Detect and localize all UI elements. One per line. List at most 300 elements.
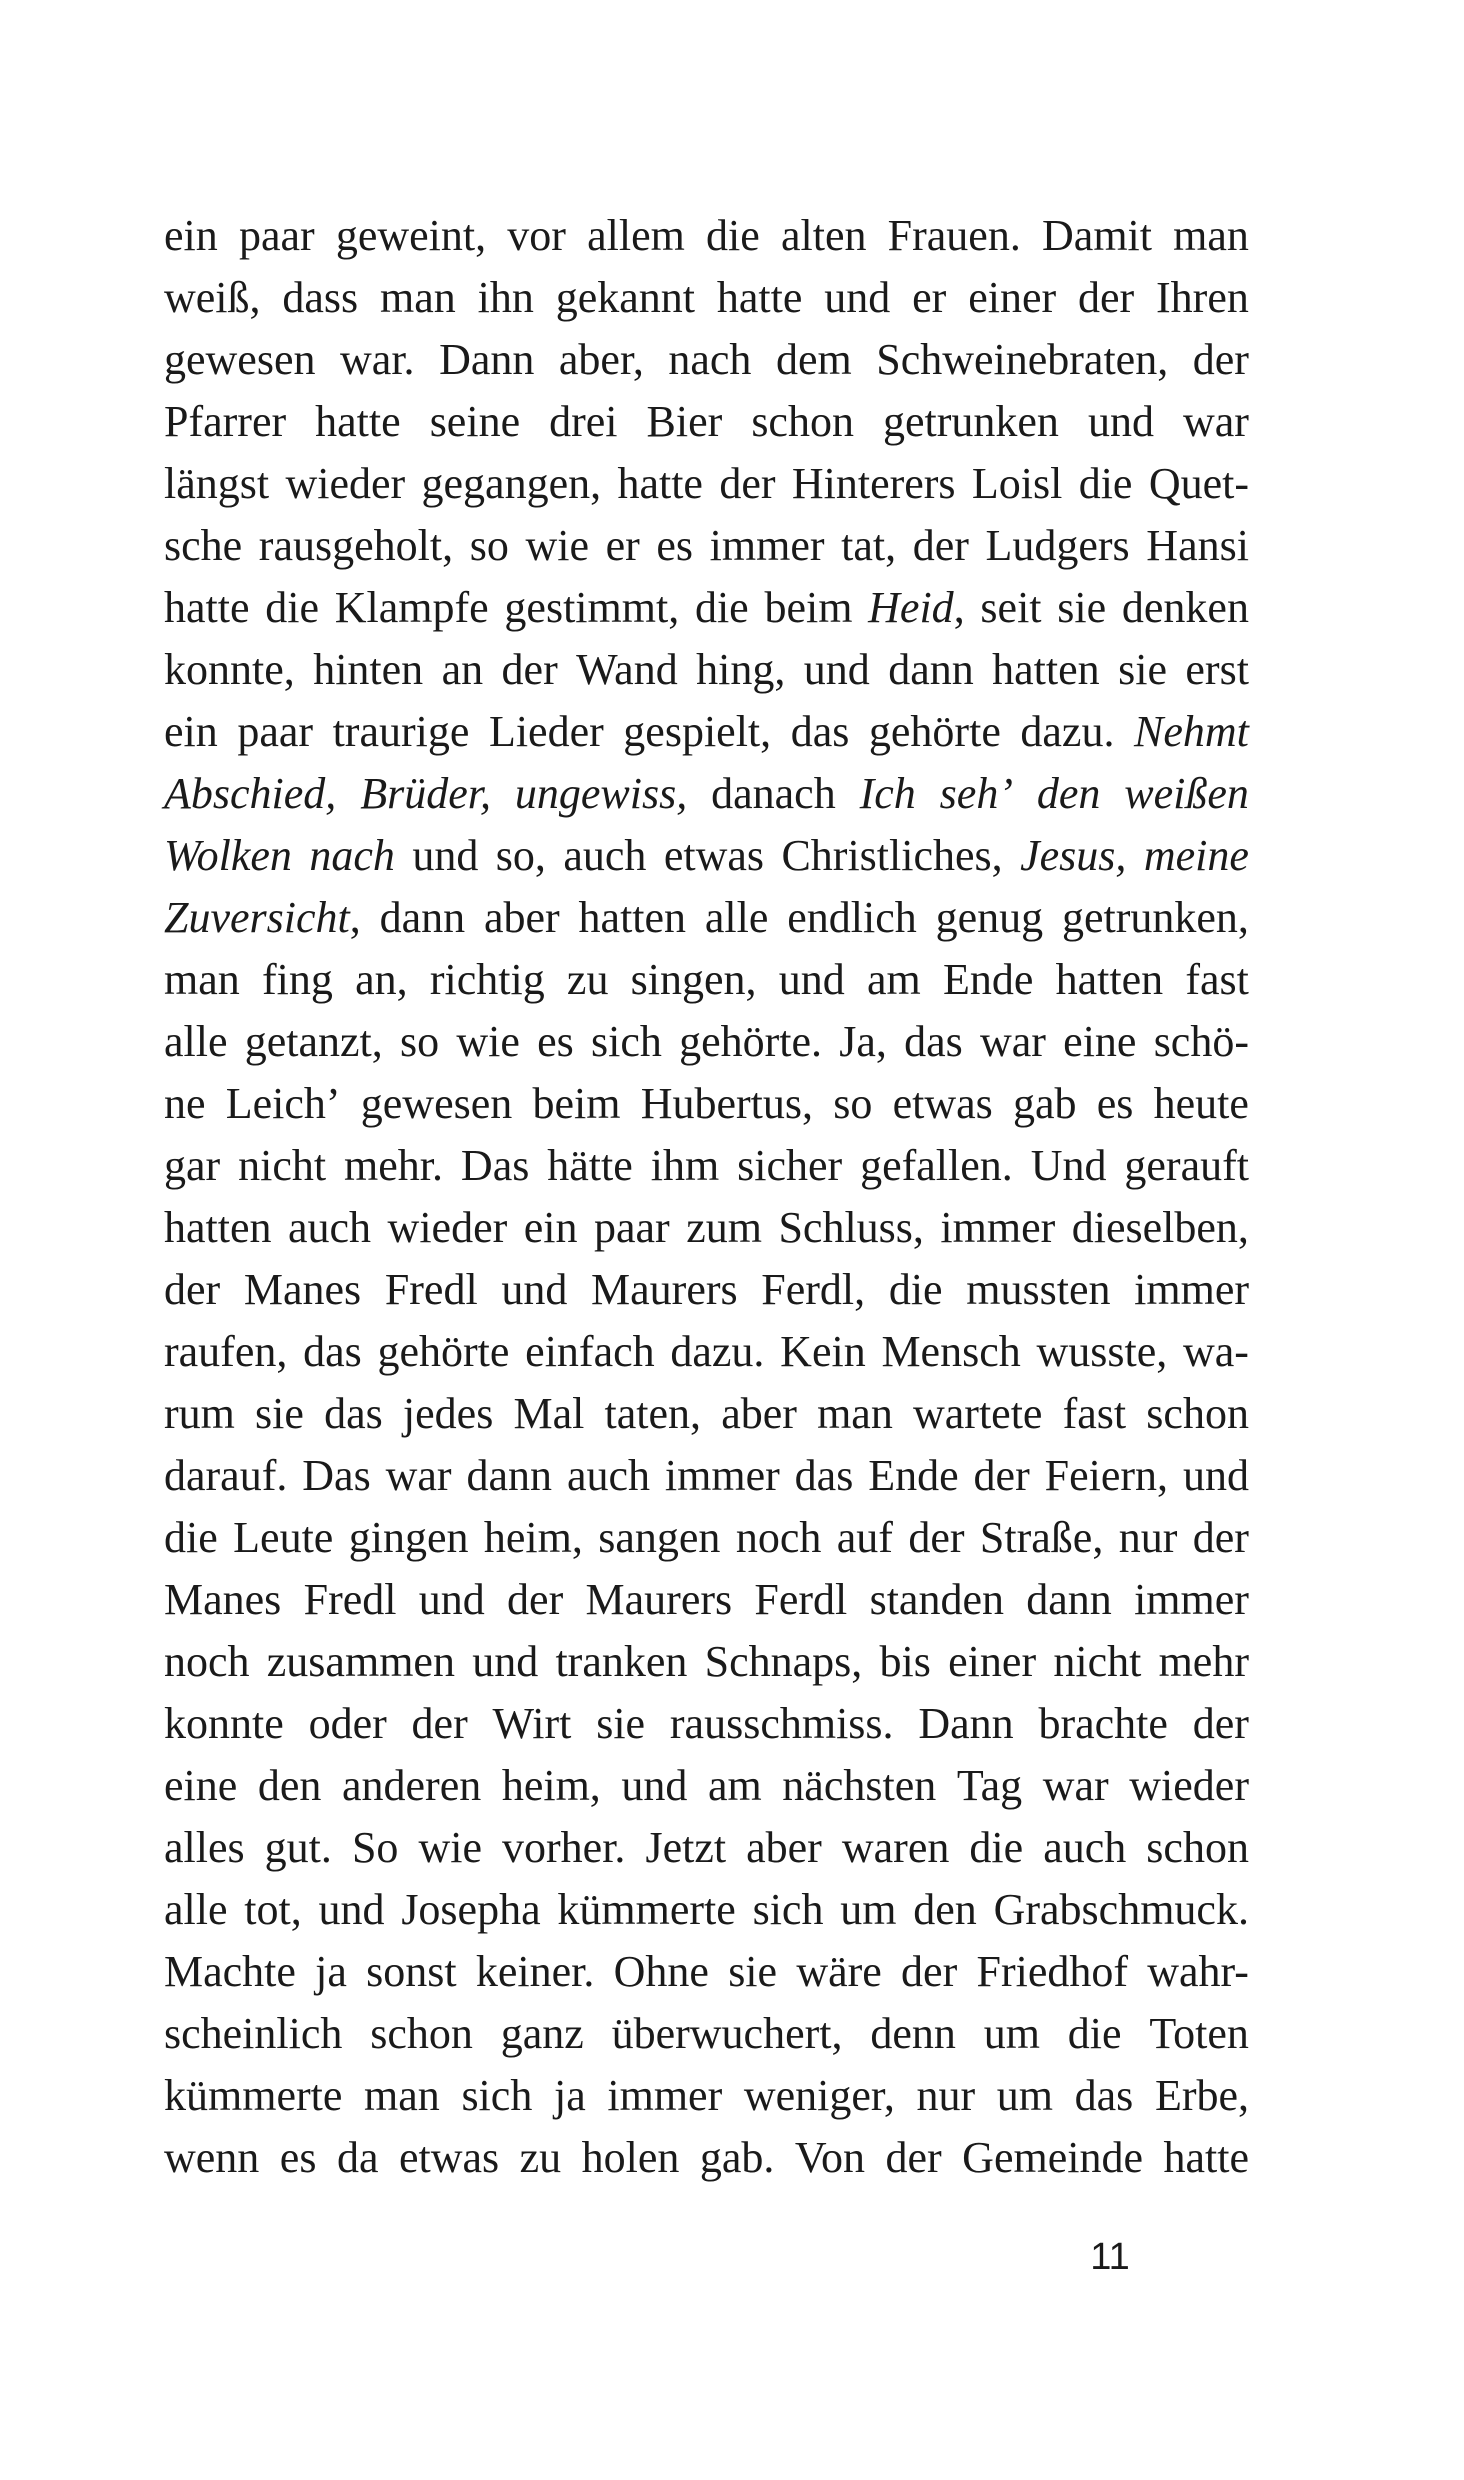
text-run: dass <box>282 273 359 322</box>
text-run: Das <box>302 1451 371 1500</box>
word <box>913 1383 1042 1445</box>
text-run: Bier <box>646 397 723 446</box>
word <box>876 329 1168 391</box>
word <box>238 1135 326 1197</box>
word <box>1183 1445 1249 1507</box>
word <box>164 1507 218 1569</box>
word <box>1185 949 1249 1011</box>
text-run: immer <box>1134 1265 1249 1314</box>
text-run: Pfarrer <box>164 397 287 446</box>
text-run: wie <box>525 521 589 570</box>
text-run: wartete <box>912 1389 1043 1438</box>
word <box>591 1011 662 1073</box>
word <box>442 639 484 701</box>
word <box>781 205 867 267</box>
word <box>313 639 423 701</box>
word <box>980 577 1041 639</box>
word <box>520 2127 562 2189</box>
word <box>586 1569 733 1631</box>
text-run: kümmerte <box>164 2071 343 2120</box>
word <box>670 1321 764 1383</box>
word <box>386 1445 452 1507</box>
text-run: wieder <box>285 459 406 508</box>
text-run: noch <box>735 1513 822 1562</box>
word <box>881 1321 1020 1383</box>
word <box>467 1445 553 1507</box>
word <box>870 2003 956 2065</box>
text-run: gehörte <box>377 1327 510 1376</box>
text-run: Erbe, <box>1154 2071 1249 2120</box>
word <box>665 1445 780 1507</box>
text-line <box>164 639 1249 701</box>
word <box>833 1073 872 1135</box>
word <box>525 1321 654 1383</box>
text-run: der <box>411 1699 468 1748</box>
text-run: ein <box>523 1203 578 1252</box>
word <box>980 1507 1103 1569</box>
text-run: sie <box>1118 645 1167 694</box>
text-run: und <box>778 955 845 1004</box>
text-run: sonst <box>366 1947 457 1996</box>
text-line <box>164 515 1249 577</box>
text-run: schö- <box>1153 1017 1249 1066</box>
text-run: der <box>1077 273 1135 322</box>
text-run: heute <box>1153 1079 1249 1128</box>
word <box>596 1693 645 1755</box>
word <box>315 391 401 453</box>
word <box>1043 1755 1109 1817</box>
text-run: die <box>1067 2009 1122 2058</box>
word <box>986 515 1130 577</box>
word <box>974 1445 1030 1507</box>
text-run: war <box>385 1451 452 1500</box>
text-run: die <box>888 1265 943 1314</box>
text-run: das <box>324 1389 383 1438</box>
word <box>717 267 803 329</box>
text-run: waren <box>841 1823 950 1872</box>
word <box>472 1631 538 1693</box>
text-run: raufen, <box>164 1327 288 1376</box>
word <box>439 329 534 391</box>
word <box>349 1507 469 1569</box>
text-run: und <box>621 1761 688 1810</box>
word <box>1043 1817 1126 1879</box>
text-run: gab <box>1012 1079 1077 1128</box>
word <box>403 1383 493 1445</box>
text-run: einer <box>968 273 1057 322</box>
word <box>607 2065 722 2127</box>
word <box>1063 1011 1136 1073</box>
word <box>422 453 602 515</box>
text-run: wenn <box>164 2133 260 2182</box>
word <box>501 2003 584 2065</box>
word <box>893 1073 993 1135</box>
text-run: taten, <box>604 1389 702 1438</box>
text-run: brachte <box>1038 1699 1168 1748</box>
text-run: den <box>913 1885 977 1934</box>
text-run: nächsten <box>782 1761 937 1810</box>
word <box>164 515 242 577</box>
word <box>557 1879 735 1941</box>
word <box>1147 1941 1249 2003</box>
text-line <box>164 1817 1249 1879</box>
word <box>1163 2127 1249 2189</box>
text-run: auch <box>1043 1823 1127 1872</box>
word <box>686 1197 762 1259</box>
text-run: nicht <box>1053 1637 1142 1686</box>
text-run: ein <box>164 211 218 260</box>
text-run: man <box>364 2071 440 2120</box>
text-run: das <box>303 1327 362 1376</box>
text-run: Maurers <box>591 1265 738 1314</box>
text-run: sich <box>590 1017 662 1066</box>
word <box>780 1321 866 1383</box>
text-run: Hinterers <box>791 459 956 508</box>
text-run: schon <box>1146 1389 1249 1438</box>
word <box>489 701 604 763</box>
text-run: Loisl <box>971 459 1063 508</box>
text-run: und <box>1087 397 1154 446</box>
text-run: so, <box>495 831 546 880</box>
text-run: Leute <box>233 1513 334 1562</box>
word <box>576 639 678 701</box>
word <box>1075 2065 1134 2127</box>
text-line <box>164 1011 1249 1073</box>
text-run: Klampfe <box>334 583 489 632</box>
word <box>867 949 921 1011</box>
word <box>304 1569 397 1631</box>
text-run: und <box>803 645 870 694</box>
word <box>594 1197 670 1259</box>
text-run: und <box>412 831 479 880</box>
text-line <box>164 1569 1249 1631</box>
text-run: gegangen, <box>421 459 602 508</box>
word <box>524 1197 578 1259</box>
word <box>164 577 250 639</box>
word <box>888 639 974 701</box>
word <box>315 1941 347 2003</box>
text-run: sich <box>461 2071 533 2120</box>
word <box>380 267 456 329</box>
text-run: gewesen <box>360 1079 513 1128</box>
italic-text: seh’ <box>939 769 1013 818</box>
word <box>237 701 313 763</box>
text-run: den <box>257 1761 322 1810</box>
text-run: Kein <box>780 1327 866 1376</box>
word <box>164 1941 296 2003</box>
text-run: Schnaps, <box>704 1637 863 1686</box>
word <box>1020 825 1126 887</box>
text-run: hatten <box>164 1203 272 1252</box>
word <box>997 2065 1053 2127</box>
text-run: noch <box>164 1637 250 1686</box>
word <box>804 639 870 701</box>
word <box>782 1755 936 1817</box>
text-run: mehr. <box>344 1141 443 1190</box>
word <box>164 1817 245 1879</box>
text-run: das <box>904 1017 963 1066</box>
word <box>710 515 825 577</box>
word <box>764 577 852 639</box>
text-run: der <box>507 1575 564 1624</box>
text-run: an <box>441 645 484 694</box>
word <box>164 763 336 825</box>
text-run: schon <box>370 2009 473 2058</box>
text-run: Und <box>1030 1141 1107 1190</box>
text-run: ne <box>164 1079 206 1128</box>
word <box>1134 1259 1249 1321</box>
word <box>265 577 319 639</box>
word <box>164 1197 272 1259</box>
word <box>547 1135 633 1197</box>
word <box>567 949 609 1011</box>
word <box>1183 1321 1249 1383</box>
text-run: der <box>973 1451 1030 1500</box>
text-run: beim <box>764 583 853 632</box>
body-text <box>164 205 1249 2189</box>
text-run: und <box>824 273 891 322</box>
word <box>901 1941 957 2003</box>
word <box>525 515 589 577</box>
word <box>164 1879 228 1941</box>
word <box>1072 1197 1249 1259</box>
text-run: hatten <box>578 893 687 942</box>
text-run: Josepha <box>401 1885 541 1934</box>
text-run: dann <box>379 893 466 942</box>
text-run: hatten <box>1055 955 1164 1004</box>
word <box>992 639 1100 701</box>
text-run: auch <box>563 831 647 880</box>
text-run: er <box>605 521 640 570</box>
word <box>700 2127 775 2189</box>
text-run: es <box>656 521 694 570</box>
word <box>513 1383 584 1445</box>
text-run: dazu. <box>1020 707 1115 756</box>
text-line <box>164 1631 1249 1693</box>
text-run: der <box>164 1265 221 1314</box>
word <box>736 1507 822 1569</box>
word <box>537 1011 574 1073</box>
word <box>957 1755 1022 1817</box>
word <box>1079 453 1133 515</box>
text-run: um <box>840 1885 897 1934</box>
text-run: fing <box>261 955 333 1004</box>
text-run: die <box>694 583 749 632</box>
text-run: kümmerte <box>557 1885 736 1934</box>
italic-text: Wolken <box>164 831 292 880</box>
text-run: vorher. <box>502 1823 626 1872</box>
text-run: aber, <box>558 335 644 384</box>
word <box>515 763 687 825</box>
text-run: einfach <box>525 1327 655 1376</box>
text-run: weniger, <box>743 2071 895 2120</box>
word <box>366 1941 456 2003</box>
word <box>776 329 852 391</box>
word <box>418 1817 482 1879</box>
word <box>360 763 491 825</box>
word <box>706 205 760 267</box>
word <box>779 949 845 1011</box>
text-run: seine <box>429 397 521 446</box>
text-line <box>164 267 1249 329</box>
word <box>164 267 261 329</box>
text-run: dann <box>1026 1575 1112 1624</box>
text-run: tat, <box>841 521 897 570</box>
word <box>385 1259 478 1321</box>
italic-text: nach <box>309 831 395 880</box>
word <box>1149 2003 1249 2065</box>
text-run: mehr <box>1158 1637 1249 1686</box>
text-run: hatte <box>617 459 703 508</box>
text-run: Manes <box>243 1265 362 1314</box>
word <box>936 887 1044 949</box>
word <box>612 2003 843 2065</box>
word <box>617 453 703 515</box>
text-line <box>164 1693 1249 1755</box>
word <box>1020 701 1114 763</box>
text-run: zusammen <box>266 1637 455 1686</box>
word <box>980 1011 1046 1073</box>
text-run: beim <box>532 1079 621 1128</box>
text-run: zu <box>566 955 609 1004</box>
word <box>972 453 1062 515</box>
word <box>1013 1073 1077 1135</box>
text-run: sie <box>1057 583 1107 632</box>
word <box>869 701 1001 763</box>
word <box>598 1507 720 1569</box>
text-run: man <box>164 955 240 1004</box>
text-line <box>164 1445 1249 1507</box>
word <box>695 577 749 639</box>
text-run: nach <box>668 335 752 384</box>
text-run: hatte <box>1163 2133 1249 2182</box>
word <box>940 763 1013 825</box>
text-run: singen, <box>630 955 757 1004</box>
text-line <box>164 1383 1249 1445</box>
word <box>164 825 292 887</box>
word <box>164 1445 287 1507</box>
word <box>255 1383 304 1445</box>
word <box>164 2065 342 2127</box>
text-run: Wirt <box>492 1699 572 1748</box>
page-number: 11 <box>1090 2236 1130 2278</box>
text-run: wie <box>456 1017 520 1066</box>
word <box>916 2065 975 2127</box>
word <box>1124 763 1249 825</box>
word <box>708 1755 762 1817</box>
word <box>556 267 695 329</box>
text-run: wieder <box>387 1203 508 1252</box>
text-run: gekannt <box>555 273 696 322</box>
word <box>1129 1755 1249 1817</box>
text-run: hatten <box>992 645 1100 694</box>
text-run: der <box>1192 1699 1249 1748</box>
word <box>501 1259 567 1321</box>
text-run: Frauen. <box>887 211 1021 260</box>
text-line <box>164 1879 1249 1941</box>
text-run: der <box>1192 335 1249 384</box>
text-run: ganz <box>500 2009 584 2058</box>
text-run: Ferdl <box>754 1575 848 1624</box>
text-run: jedes <box>402 1389 494 1438</box>
text-run: man <box>380 273 456 322</box>
text-run: die <box>1078 459 1133 508</box>
word <box>280 2127 317 2189</box>
text-run: Wand <box>576 645 678 694</box>
text-run: hatte <box>716 273 803 322</box>
text-run: Mensch <box>881 1327 1021 1376</box>
text-run: man <box>1173 211 1249 260</box>
text-run: rum <box>164 1389 235 1438</box>
word <box>623 701 771 763</box>
text-run: das <box>790 707 850 756</box>
text-run: der <box>885 2133 942 2182</box>
word <box>904 1011 963 1073</box>
word <box>645 1817 726 1879</box>
text-run: Schluss, <box>778 1203 924 1252</box>
text-line <box>164 1941 1249 2003</box>
word <box>430 391 520 453</box>
word <box>1159 1631 1249 1693</box>
word <box>164 2003 342 2065</box>
word <box>668 329 751 391</box>
text-line <box>164 763 1249 825</box>
word <box>781 825 1002 887</box>
word <box>719 453 775 515</box>
word <box>1146 1817 1249 1879</box>
text-run: heim, <box>483 1513 583 1562</box>
text-run: hatte <box>164 583 250 632</box>
text-run: holen <box>581 2133 680 2182</box>
word <box>792 453 956 515</box>
word <box>587 205 685 267</box>
text-run: immer <box>940 1203 1056 1252</box>
text-run: Hubertus, <box>640 1079 814 1128</box>
word <box>868 577 965 639</box>
word <box>267 1631 455 1693</box>
word <box>493 1693 572 1755</box>
word <box>969 1817 1023 1879</box>
word <box>751 391 854 453</box>
word <box>614 1941 709 2003</box>
text-run: Leich’ <box>225 1079 341 1128</box>
text-run: gestimmt, <box>504 583 680 632</box>
text-run: scheinlich <box>164 2009 343 2058</box>
word <box>309 825 395 887</box>
word <box>841 515 896 577</box>
text-run: hatte <box>315 397 401 446</box>
text-run: die <box>969 1823 1024 1872</box>
word <box>842 1817 950 1879</box>
word <box>840 1879 896 1941</box>
word <box>388 1197 508 1259</box>
word <box>948 1631 1036 1693</box>
text-run: auch <box>288 1203 372 1252</box>
word <box>1078 267 1134 329</box>
text-run: aber <box>483 893 560 942</box>
text-run: vor <box>507 211 566 260</box>
word <box>728 1941 777 2003</box>
word <box>976 1941 1128 2003</box>
word <box>1154 1073 1249 1135</box>
text-run: gefallen. <box>860 1141 1013 1190</box>
word <box>303 1321 362 1383</box>
text-run: sie <box>255 1389 304 1438</box>
word <box>288 1197 371 1259</box>
text-run: allem <box>587 211 685 260</box>
word <box>164 639 295 701</box>
word <box>641 1073 813 1135</box>
